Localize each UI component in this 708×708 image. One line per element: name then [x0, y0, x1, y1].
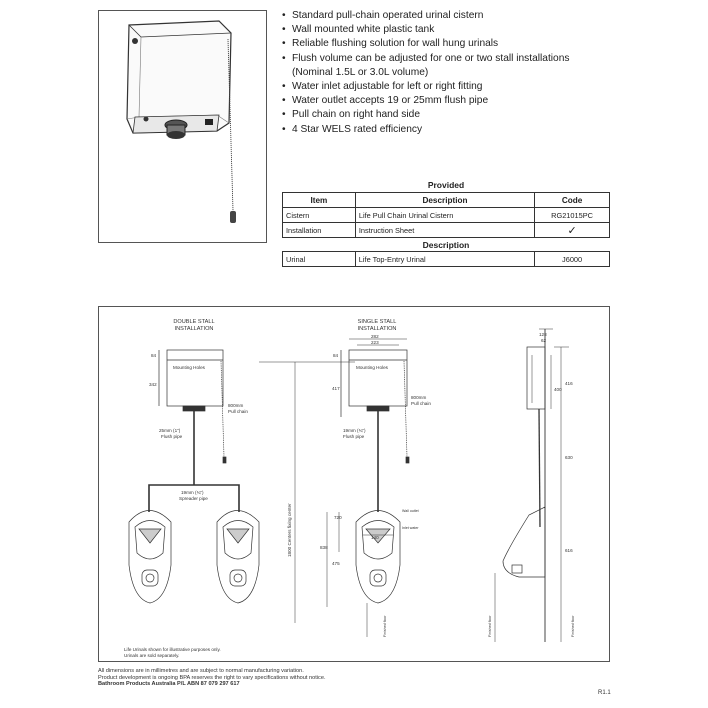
table-row	[283, 223, 610, 238]
urinal-right	[217, 511, 259, 604]
feature-list	[282, 9, 612, 137]
side-dim-c: 630	[565, 455, 573, 460]
double-title-1: DOUBLE STALL	[173, 319, 215, 325]
feature-item: • Water outlet accepts 19 or 25mm flush pipe	[282, 94, 612, 108]
single-dim-b: 140	[371, 535, 379, 540]
single-dim-height: 417	[332, 386, 340, 391]
provided-table	[282, 192, 610, 238]
single-pipe-1: 19mm (¾")	[343, 428, 366, 433]
double-spreader-2: Spreader pipe	[179, 496, 208, 501]
single-pull-1: 800mm	[411, 395, 427, 400]
table-header-row	[283, 193, 610, 208]
description-title: Description	[422, 240, 470, 250]
double-pipe-1: 25mm (1")	[159, 428, 181, 433]
single-dim-outer: 282	[371, 334, 379, 339]
side-urinal	[503, 507, 545, 577]
side-dim-top2: 62	[541, 338, 547, 343]
cell-item: Installation	[283, 223, 356, 238]
side-cistern	[527, 347, 545, 409]
double-pull-1: 800mm	[228, 403, 244, 408]
cell-description: Life Pull Chain Urinal Cistern	[355, 208, 534, 223]
table-row	[283, 252, 610, 267]
footer-company	[98, 681, 518, 688]
column-header-description: Description	[355, 193, 534, 208]
footer	[98, 668, 518, 688]
footer-line-3: Bathroom Products Australia P/L ABN 87 079 297 617	[98, 681, 240, 688]
cistern-illustration	[99, 11, 266, 242]
single-title-1: SINGLE STALL	[357, 319, 397, 325]
double-spreader-1: 19mm (¾")	[181, 490, 204, 495]
feature-item: • Water inlet adjustable for left or right fitting	[282, 80, 612, 94]
single-title-2: INSTALLATION	[357, 326, 397, 332]
feature-item: • Wall mounted white plastic tank	[282, 23, 612, 37]
double-dim-height: 342	[149, 382, 157, 387]
double-cistern	[167, 350, 223, 406]
feature-item: • Pull chain on right hand side	[282, 108, 612, 122]
table-row	[283, 208, 610, 223]
single-dim-inner: 223	[371, 340, 379, 345]
column-header-code: Code	[535, 193, 610, 208]
single-dim-a: 720	[334, 515, 342, 520]
illustration-note-1: Life Urinals shown for illustrative purposes only.	[124, 647, 221, 652]
cell-code: RG21015PC	[535, 208, 610, 223]
single-floor-label: Finished floor	[383, 615, 387, 637]
double-title-2: INSTALLATION	[174, 326, 214, 332]
single-cistern	[349, 350, 407, 406]
column-header-item: Item	[283, 193, 356, 208]
side-dim-d: 616	[565, 548, 573, 553]
single-dim-top: 84	[333, 353, 339, 358]
single-inlet-label: Inlet water	[402, 526, 419, 530]
feature-item: • Flush volume can be adjusted for one or two stall installations (Nominal 1.5L or 3.0L volume)	[282, 52, 612, 80]
centers-label: 1800 Centers fixing center	[287, 503, 292, 557]
footer-line-1: All dimensions are in millimetres and are subject to normal manufacturing variation.	[98, 668, 304, 674]
checkmark-icon: ✓	[535, 223, 610, 238]
side-floor-label-2: Finished floor	[571, 615, 575, 637]
side-dim-top1: 128	[539, 332, 547, 337]
footer-line-2: Product development is ongoing BPA reserves the right to vary specifications without notice.	[98, 674, 326, 681]
urinal-left	[129, 511, 171, 604]
illustration-note-2: Urinals are sold separately.	[124, 653, 180, 658]
technical-drawing-frame	[98, 306, 610, 662]
product-image-frame	[98, 10, 267, 243]
cell-description: Life Top-Entry Urinal	[355, 252, 534, 267]
feature-item: • Standard pull-chain operated urinal cistern	[282, 9, 612, 23]
single-pull-2: Pull chain	[411, 401, 431, 406]
single-mounting-label: Mounting Holes	[356, 365, 388, 370]
single-dim-c: 838	[320, 545, 328, 550]
cell-code: J6000	[535, 252, 610, 267]
side-dim-b: 400	[554, 387, 562, 392]
cell-description: Instruction Sheet	[355, 223, 534, 238]
cell-item: Cistern	[283, 208, 356, 223]
revision-label: R1.1	[598, 690, 611, 696]
single-dim-d: 475	[332, 561, 340, 566]
side-floor-label-1: Finished floor	[488, 615, 492, 637]
urinal-single	[356, 511, 400, 604]
double-mounting-label: Mounting Holes	[173, 365, 205, 370]
double-dim-top: 84	[151, 353, 157, 358]
feature-item: • 4 Star WELS rated efficiency	[282, 123, 612, 137]
double-pull-2: Pull chain	[228, 409, 248, 414]
side-dim-a: 416	[565, 381, 573, 386]
single-outlet-label: Wall outlet	[402, 509, 419, 513]
description-table	[282, 251, 610, 267]
single-pipe-2: Flush pipe	[343, 434, 365, 439]
feature-item: • Reliable flushing solution for wall hung urinals	[282, 37, 612, 51]
installation-drawing	[99, 307, 609, 661]
double-pipe-2: Flush pipe	[161, 434, 183, 439]
provided-title: Provided	[427, 180, 465, 190]
cell-item: Urinal	[283, 252, 356, 267]
